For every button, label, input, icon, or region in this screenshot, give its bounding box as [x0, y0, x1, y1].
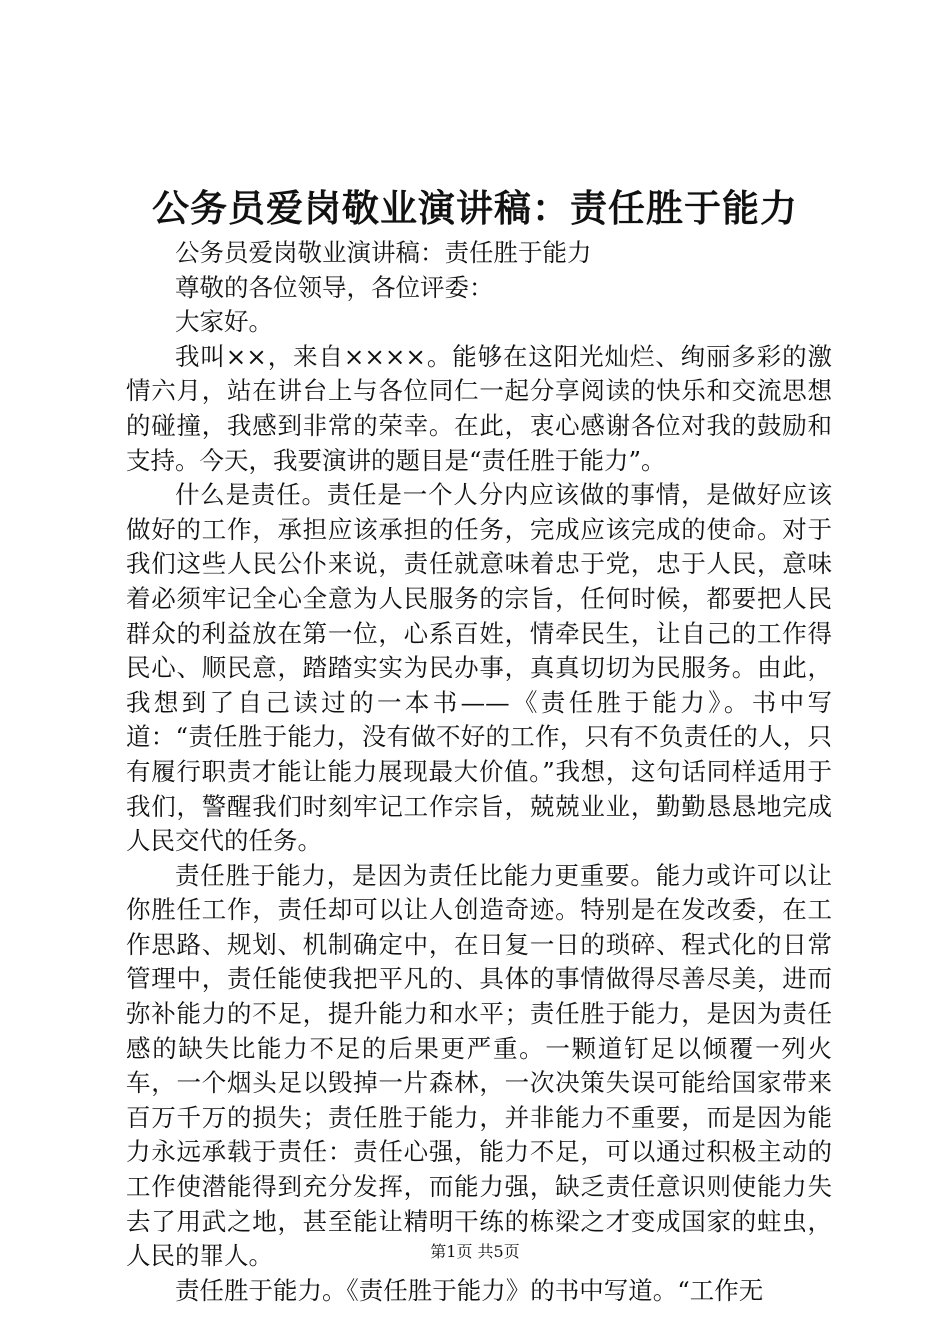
- paragraph-what-is-responsibility: 什么是责任。责任是一个人分内应该做的事情，是做好应该做好的工作，承担应该承担的任务，完成应该完成的使命。对于我们这些人民公仆来说，责任就意味着忠于党，忠于人民，意味着必须牢记全心全意为人民服务的宗旨，任何时候，都要把人民群众的利益放在第一位，心系百姓，情牵民生，让自己的工作得民心、顺民意，踏踏实实为民办事，真真切切为民服务。由此，我想到了自己读过的一本书——《责任胜于能力》。书中写道：“责任胜于能力，没有做不好的工作，只有不负责任的人，只有履行职责才能让能力展现最大价值。”我想，这句话同样适用于我们，警醒我们时刻牢记工作宗旨，兢兢业业，勤勤恳恳地完成人民交代的任务。: [126, 480, 832, 856]
- paragraph-salutation: 尊敬的各位领导，各位评委：: [175, 272, 494, 302]
- paragraph-book-quote: 责任胜于能力。《责任胜于能力》的书中写道。“工作无: [175, 1275, 764, 1305]
- paragraph-subtitle: 公务员爱岗敬业演讲稿：责任胜于能力: [175, 238, 592, 267]
- document-title: 公务员爱岗敬业演讲稿：责任胜于能力: [152, 186, 798, 230]
- document-body: [126, 236, 832, 1308]
- paragraph-introduction: 我叫××，来自××××。能够在这阳光灿烂、绚丽多彩的激情六月，站在讲台上与各位同仁一起分享阅读的快乐和交流思想的碰撞，我感到非常的荣幸。在此，衷心感谢各位对我的鼓励和支持。今天，我要演讲的题目是“责任胜于能力”。: [126, 341, 832, 475]
- paragraph-greeting: 大家好。: [175, 307, 273, 337]
- paragraph-responsibility-over-ability: 责任胜于能力，是因为责任比能力更重要。能力或许可以让你胜任工作，责任却可以让人创造奇迹。特别是在发改委，在工作思路、规划、机制确定中，在日复一日的琐碎、程式化的日常管理中，责任能使我把平凡的、具体的事情做得尽善尽美，进而弥补能力的不足，提升能力和水平；责任胜于能力，是因为责任感的缺失比能力不足的后果更严重。一颗道钉足以倾覆一列火车，一个烟头足以毁掉一片森林，一次决策失误可能给国家带来百万千万的损失；责任胜于能力，并非能力不重要，而是因为能力永远承载于责任：责任心强，能力不足，可以通过积极主动的工作使潜能得到充分发挥，而能力强，缺乏责任意识则使能力失去了用武之地，甚至能让精明干练的栋梁之才变成国家的蛀虫，人民的罪人。: [126, 860, 832, 1271]
- page-footer: 第1页 共5页: [430, 1242, 520, 1261]
